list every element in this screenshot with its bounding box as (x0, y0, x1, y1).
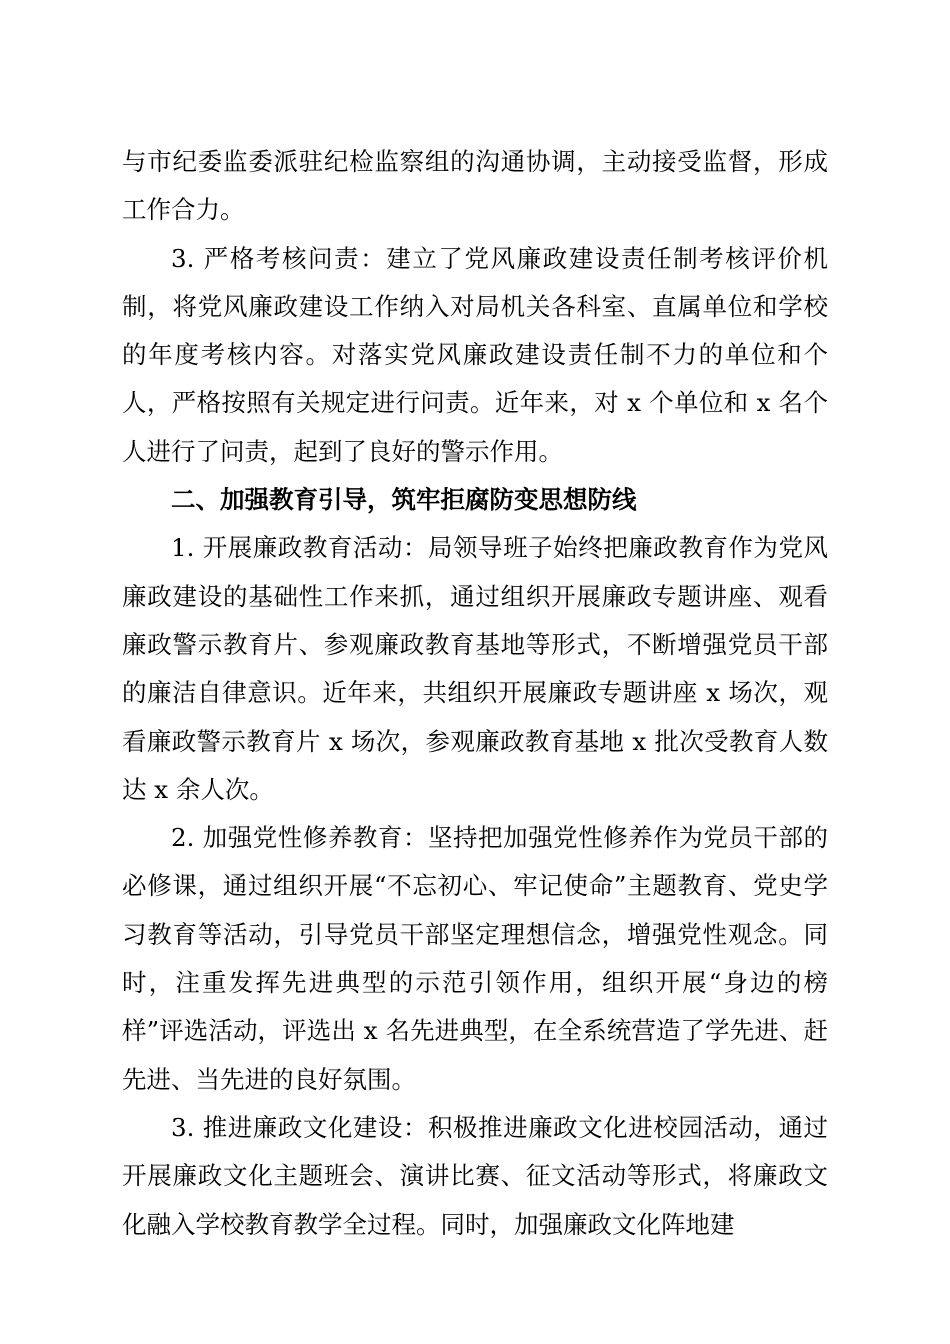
paragraph-integrity-culture: 3. 推进廉政文化建设：积极推进廉政文化进校园活动，通过开展廉政文化主题班会、演讲比赛、征文活动等形式，将廉政文化融入学校教育教学全过程。同时，加强廉政文化阵地建 (122, 1112, 828, 1239)
paragraph-integrity-education: 1. 开展廉政教育活动：局领导班子始终把廉政教育作为党风廉政建设的基础性工作来抓，通过组织开展廉政专题讲座、观看廉政警示教育片、参观廉政教育基地等形式，不断增强党员干部的廉洁自律意识。近年来，共组织开展廉政专题讲座 x 场次，观看廉政警示教育片 x 场次，参观廉政教育基地 x 批次受教育人数达 x 余人次。 (122, 533, 828, 804)
section-heading-education: 二、加强教育引导，筑牢拒腐防变思想防线 (171, 485, 637, 515)
paragraph-continuation: 与市纪委监委派驻纪检监察组的沟通协调，主动接受监督，形成工作合力。 (122, 147, 828, 225)
paragraph-party-spirit: 2. 加强党性修养教育：坚持把加强党性修养作为党员干部的必修课，通过组织开展“不忘初心、牢记使命”主题教育、党史学习教育等活动，引导党员干部坚定理想信念，增强党性观念。同时，注重发挥先进典型的示范引领作用，组织开展“身边的榜样”评选活动，评选出 x 名先进典型，在全系统营造了学先进、赶先进、当先进的良好氛围。 (122, 823, 828, 1094)
document-body (122, 138, 828, 1249)
paragraph-strict-assessment: 3. 严格考核问责：建立了党风廉政建设责任制考核评价机制，将党风廉政建设工作纳入对局机关各科室、直属单位和学校的年度考核内容。对落实党风廉政建设责任制不力的单位和个人，严格按照有关规定进行问责。近年来，对 x 个单位和 x 名个人进行了问责，起到了良好的警示作用。 (122, 243, 828, 466)
